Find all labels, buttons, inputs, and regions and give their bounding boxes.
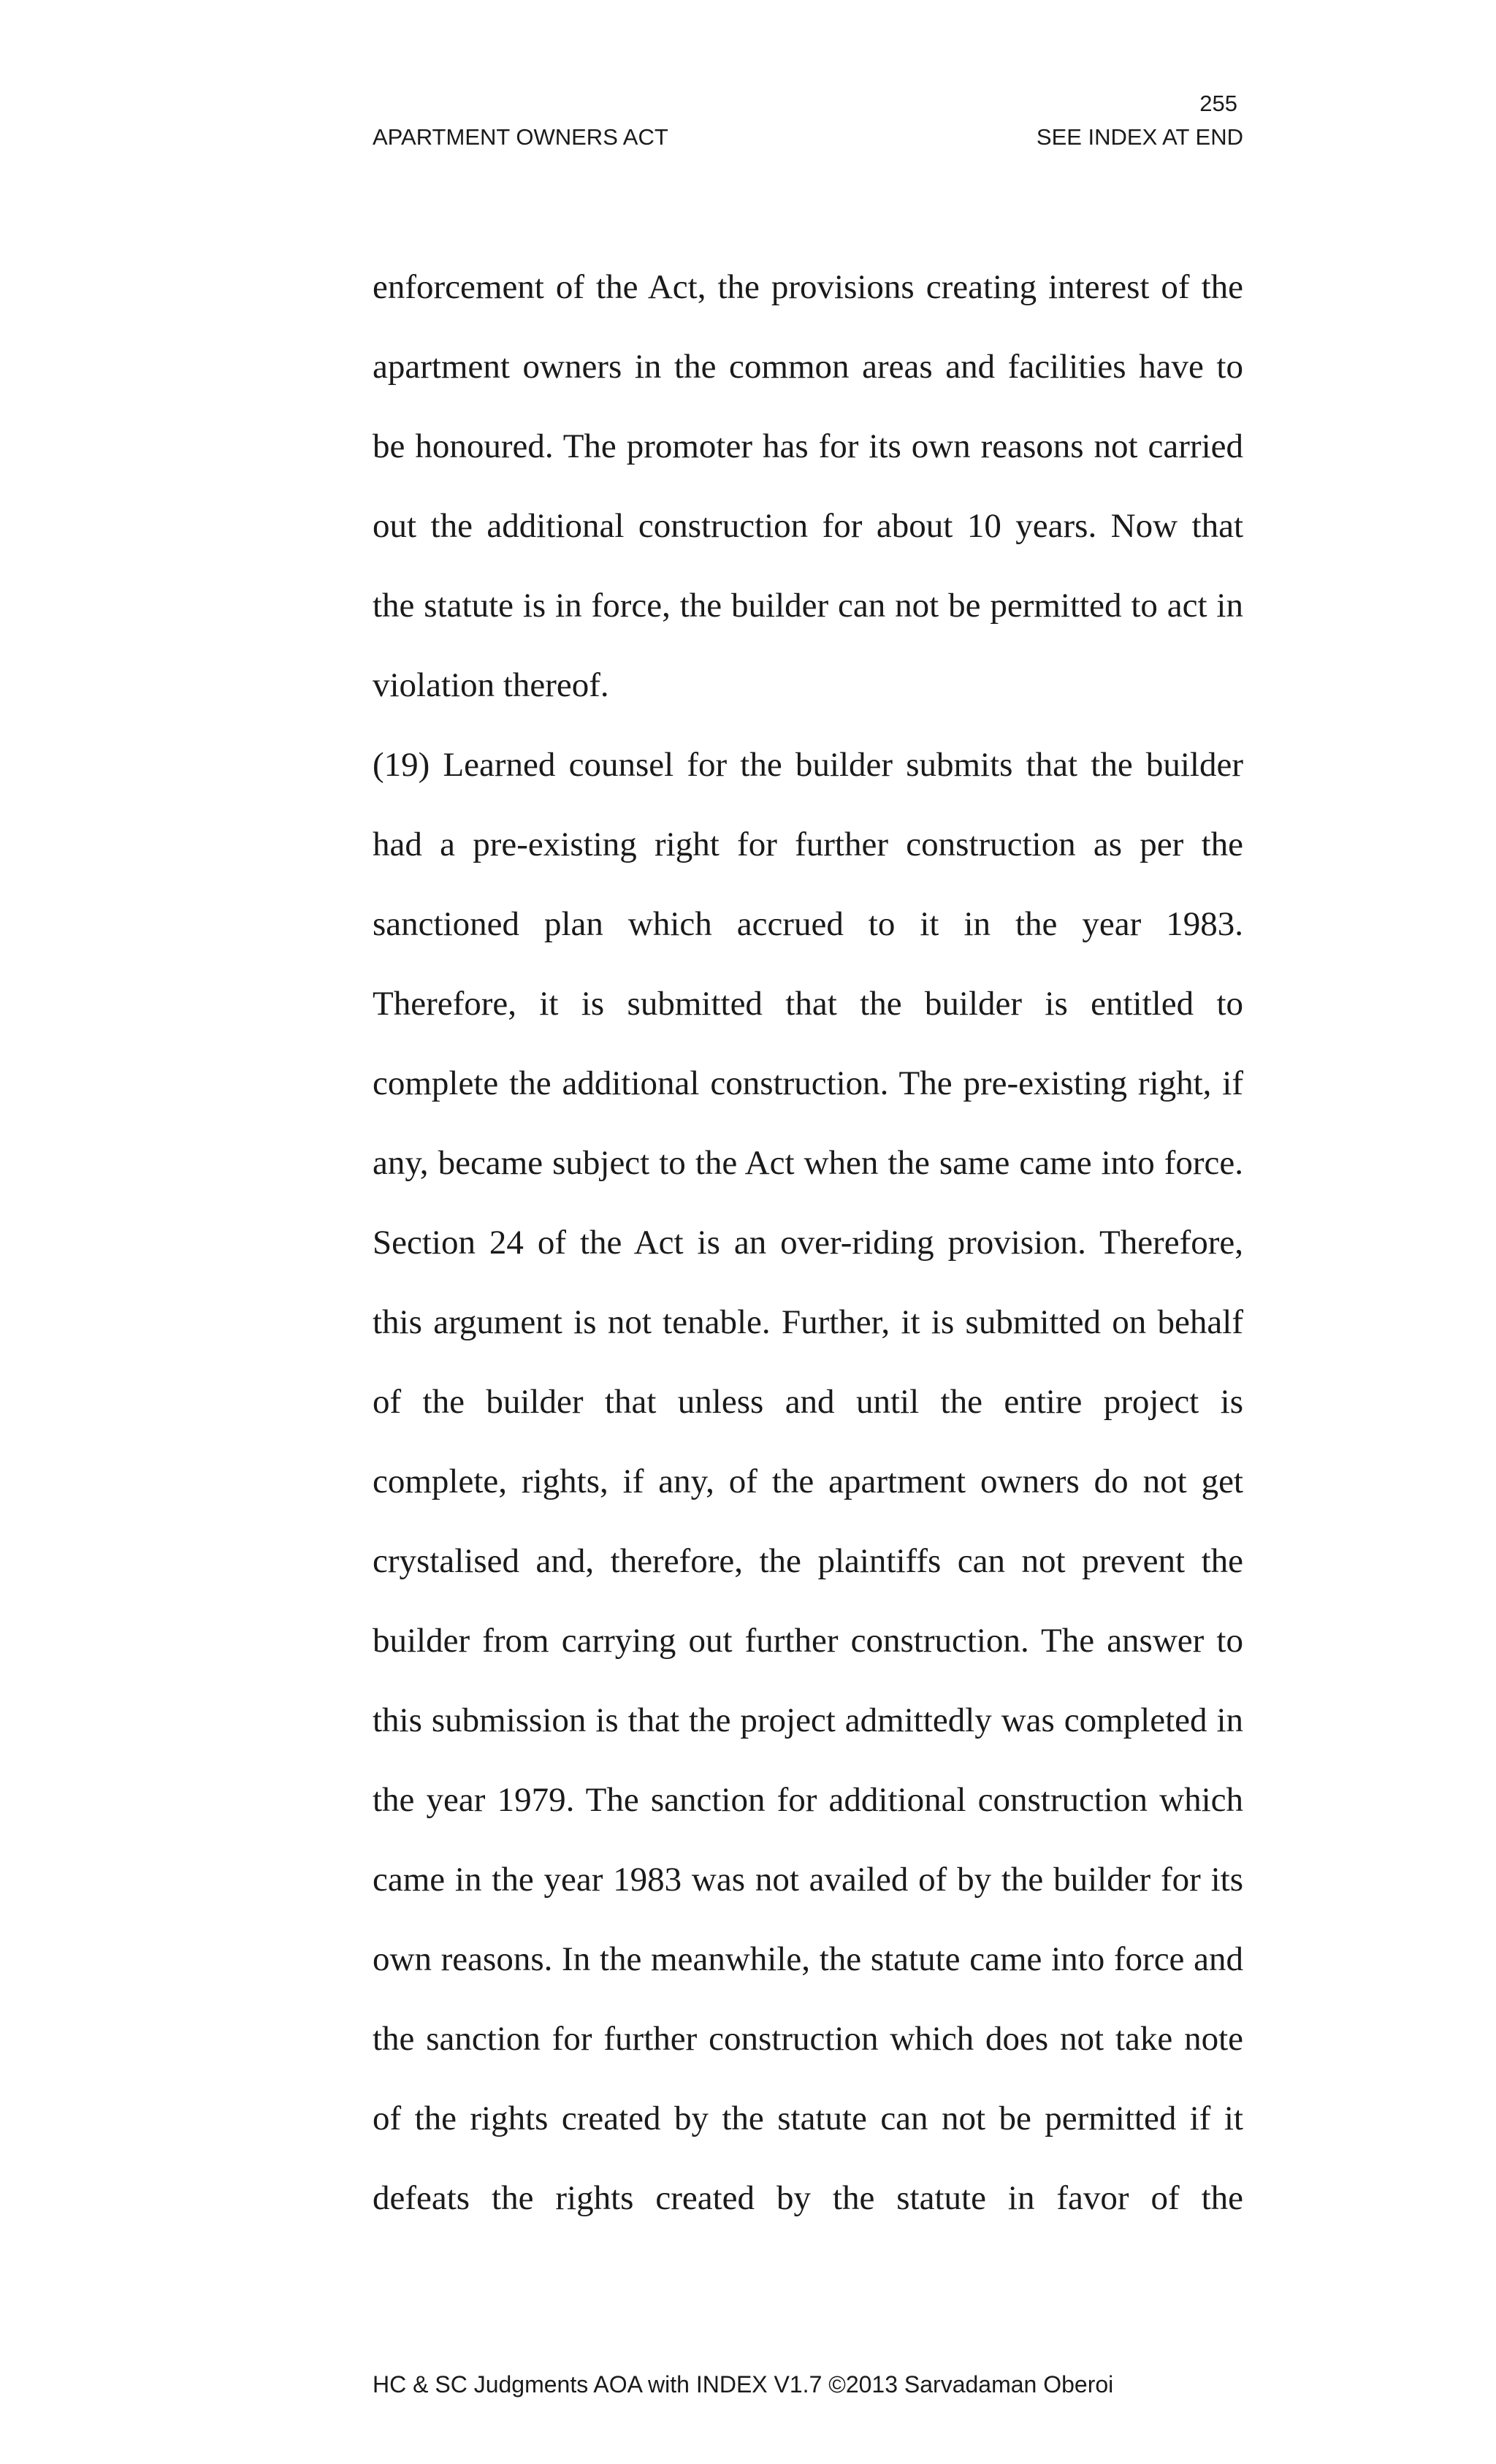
text-line: apartment owners in the common areas and facilities have to	[373, 348, 1243, 386]
text-line: enforcement of the Act, the provisions creating interest of the	[373, 268, 1243, 306]
text-line: Therefore, it is submitted that the builder is entitled to	[373, 985, 1243, 1023]
text-line: came in the year 1983 was not availed of by the builder for its	[373, 1861, 1243, 1899]
text-line: the year 1979. The sanction for additional construction which	[373, 1781, 1243, 1819]
text-line: sanctioned plan which accrued to it in the year 1983.	[373, 905, 1243, 943]
text-line: own reasons. In the meanwhile, the statute came into force and	[373, 1940, 1243, 1978]
text-line: the sanction for further construction which does not take note	[373, 2020, 1243, 2058]
text-line: this submission is that the project admittedly was completed in	[373, 1701, 1243, 1739]
text-line: out the additional construction for about 10 years. Now that	[373, 507, 1243, 545]
page-footer: HC & SC Judgments AOA with INDEX V1.7 ©2013 Sarvadaman Oberoi	[373, 2371, 1114, 2398]
text-line: complete the additional construction. The pre-existing right, if	[373, 1064, 1243, 1102]
text-line: the statute is in force, the builder can not be permitted to act in	[373, 587, 1243, 625]
text-line: any, became subject to the Act when the same came into force.	[373, 1144, 1243, 1182]
text-line: of the rights created by the statute can not be permitted if it	[373, 2099, 1243, 2137]
text-line: crystalised and, therefore, the plaintiffs can not prevent the	[373, 1542, 1243, 1580]
page-number: 255	[1199, 91, 1237, 116]
text-line: violation thereof.	[373, 666, 609, 704]
running-header-title: APARTMENT OWNERS ACT	[373, 124, 668, 150]
text-line: defeats the rights created by the statute in favor of the	[373, 2179, 1243, 2217]
running-header	[373, 123, 1243, 152]
text-line: this argument is not tenable. Further, it is submitted on behalf	[373, 1303, 1243, 1341]
text-line: be honoured. The promoter has for its own reasons not carried	[373, 427, 1243, 465]
text-line: (19) Learned counsel for the builder submits that the builder	[373, 746, 1243, 784]
text-line: had a pre-existing right for further construction as per the	[373, 825, 1243, 863]
text-line: of the builder that unless and until the entire project is	[373, 1383, 1243, 1421]
text-line: complete, rights, if any, of the apartment owners do not get	[373, 1462, 1243, 1500]
text-line: Section 24 of the Act is an over-riding provision. Therefore,	[373, 1224, 1243, 1262]
text-line: builder from carrying out further construction. The answer to	[373, 1622, 1243, 1660]
running-header-index-note: SEE INDEX AT END	[1036, 124, 1243, 150]
